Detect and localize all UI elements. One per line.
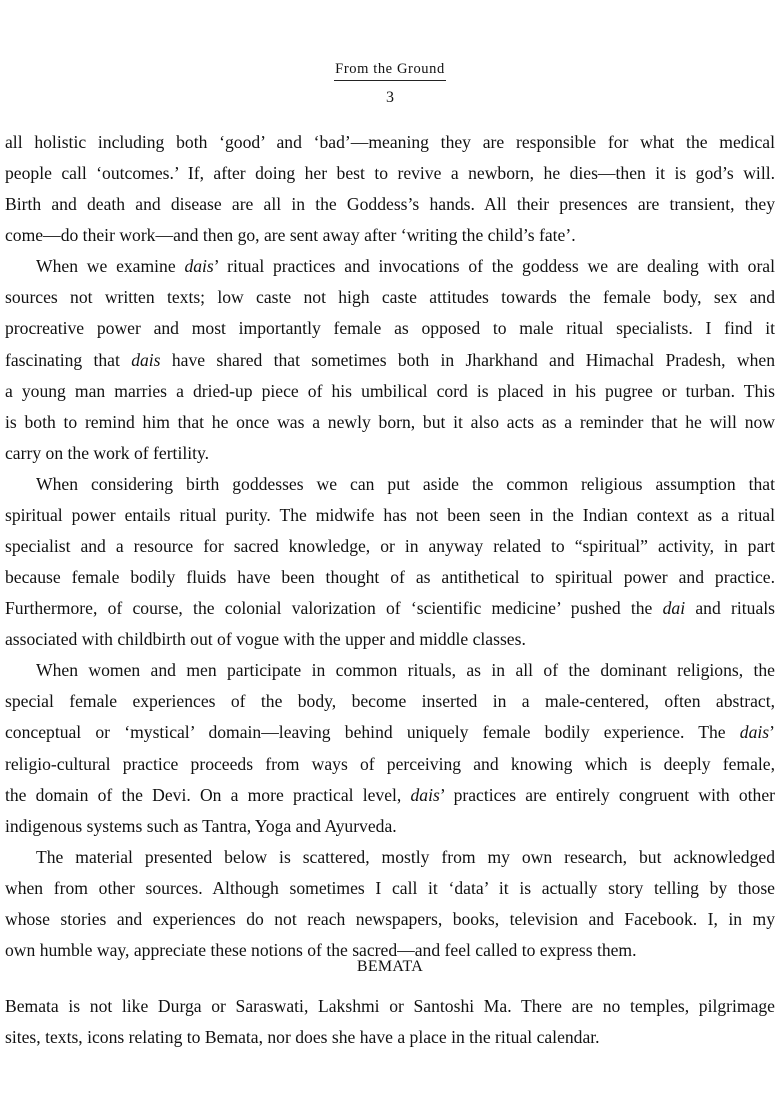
text-segment: a young man marries a dried-up piece of his umbilical cord is placed in his pugree or turban. This xyxy=(5,380,775,401)
text-line xyxy=(5,282,775,313)
text-line xyxy=(5,469,775,500)
text-line xyxy=(5,904,775,935)
text-segment: Furthermore, of course, the colonial valorization of ‘scientific medicine’ pushed the xyxy=(5,598,663,619)
running-head-title: From the Ground xyxy=(334,61,446,81)
text-segment: when from other sources. Although sometimes I call it ‘data’ it is actually story telling by those xyxy=(5,877,775,898)
text-segment: indigenous systems such as Tantra, Yoga and Ayurveda. xyxy=(5,815,397,836)
text-segment: specialist and a resource for sacred knowledge, or in anyway related to “spiritual” activity, in part xyxy=(5,536,775,557)
text-segment: the domain of the Devi. On a more practical level, xyxy=(5,784,411,805)
text-segment: because female bodily fluids have been thought of as antithetical to spiritual power and practice. xyxy=(5,567,775,588)
text-line xyxy=(5,873,775,904)
page-number: 3 xyxy=(386,89,394,106)
text-segment: is both to remind him that he once was a newly born, but it also acts as a reminder that he will now xyxy=(5,411,775,432)
text-line: Bemata is not like Durga or Saraswati, Lakshmi or Santoshi Ma. There are no temples, pilgrimage xyxy=(5,996,775,1016)
text-segment: and rituals xyxy=(685,598,775,619)
section-heading: BEMATA xyxy=(356,958,424,975)
text-line xyxy=(5,593,775,624)
text-segment: When considering birth goddesses we can put aside the common religious assumption that xyxy=(36,473,775,494)
italic-term: dais xyxy=(410,784,440,805)
text-line xyxy=(5,811,775,842)
text-segment: people call ‘outcomes.’ If, after doing her best to revive a newborn, he dies—then it is god’s will. xyxy=(5,163,775,184)
text-segment: all holistic including both ‘good’ and ‘bad’—meaning they are responsible for what the medical xyxy=(5,132,775,152)
text-segment: The material presented below is scattered, mostly from my own research, but acknowledged xyxy=(36,846,775,867)
text-segment: sources not written texts; low caste not high caste attitudes towards the female body, sex and xyxy=(5,287,775,308)
section-text xyxy=(5,991,775,1053)
text-segment: own humble way, appreciate these notions of the sacred—and feel called to express them. xyxy=(5,940,637,961)
text-line xyxy=(5,842,775,873)
text-segment: associated with childbirth out of vogue with the upper and middle classes. xyxy=(5,629,526,650)
text-segment: fascinating that xyxy=(5,349,132,370)
text-line xyxy=(5,749,775,780)
text-line xyxy=(5,531,775,562)
italic-term: dais xyxy=(131,349,161,370)
text-segment: procreative power and most importantly female as opposed to male ritual specialists. I find it xyxy=(5,318,775,339)
text-segment: special female experiences of the body, become inserted in a male-centered, often abstract, xyxy=(5,691,775,712)
italic-term: dai xyxy=(662,598,686,619)
text-line xyxy=(5,158,775,189)
text-segment: ’ ritual practices and invocations of the goddess we are dealing with oral xyxy=(213,256,775,277)
text-line xyxy=(5,438,775,469)
text-line xyxy=(5,251,775,282)
text-line xyxy=(5,717,775,748)
text-segment: have shared that sometimes both in Jharkhand and Himachal Pradesh, when xyxy=(160,349,775,370)
text-segment: whose stories and experiences do not reach newspapers, books, television and Facebook. I, in my xyxy=(5,908,775,929)
text-segment: When we examine xyxy=(36,256,185,277)
text-line xyxy=(5,624,775,655)
text-line xyxy=(5,562,775,593)
text-segment: carry on the work of fertility. xyxy=(5,442,210,463)
paragraph xyxy=(5,842,775,966)
text-line: sites, texts, icons relating to Bemata, nor does she have a place in the ritual calendar. xyxy=(5,1027,600,1048)
text-line xyxy=(5,500,775,531)
paragraph xyxy=(5,251,775,469)
text-line xyxy=(5,376,775,407)
text-segment: When women and men participate in common rituals, as in all of the dominant religions, the xyxy=(36,660,775,681)
text-line xyxy=(5,345,775,376)
text-line xyxy=(5,189,775,220)
text-line xyxy=(5,313,775,344)
italic-term: dais xyxy=(184,256,214,277)
text-line xyxy=(5,220,775,251)
text-segment: come—do their work—and then go, are sent away after ‘writing the child’s fate’. xyxy=(5,225,576,246)
text-line xyxy=(5,686,775,717)
text-line xyxy=(5,407,775,438)
paragraph xyxy=(5,469,775,655)
text-segment: conceptual or ‘mystical’ domain—leaving behind uniquely female bodily experience. The xyxy=(5,722,740,743)
text-segment: ’ xyxy=(769,722,775,743)
text-line xyxy=(5,780,775,811)
paragraph xyxy=(5,127,775,251)
text-segment: ’ practices are entirely congruent with other xyxy=(439,784,775,805)
running-head xyxy=(0,60,780,81)
text-segment: spiritual power entails ritual purity. The midwife has not been seen in the Indian context as a ritual xyxy=(5,504,775,525)
paragraph xyxy=(5,655,775,841)
text-segment: religio-cultural practice proceeds from ways of perceiving and knowing which is deeply female, xyxy=(5,753,775,774)
italic-term: dais xyxy=(739,722,770,743)
text-segment: Birth and death and disease are all in the Goddess’s hands. All their presences are transient, they xyxy=(5,194,775,215)
text-line xyxy=(5,655,775,686)
text-line xyxy=(5,127,775,158)
body-text xyxy=(5,127,775,966)
